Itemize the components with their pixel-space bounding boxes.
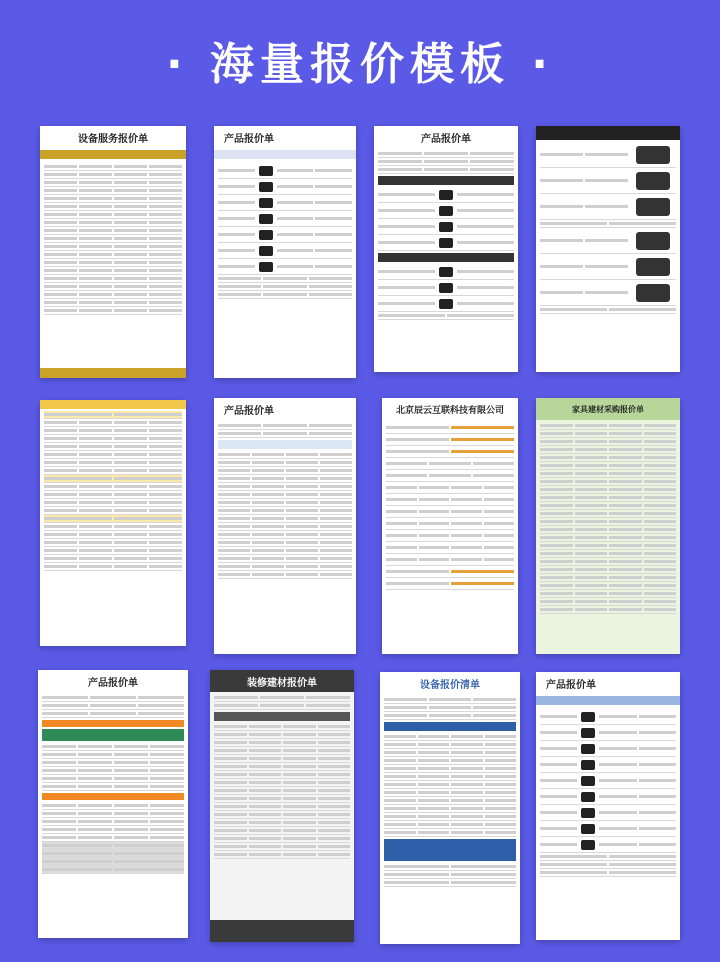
sofa-icon — [636, 146, 670, 164]
tshirt-icon — [581, 712, 595, 722]
table-rows — [536, 420, 680, 616]
card-title: 北京辰云互联科技有限公司 — [395, 405, 504, 416]
template-card-2[interactable] — [214, 126, 356, 378]
template-card-3[interactable] — [374, 126, 518, 372]
template-card-6[interactable] — [214, 398, 356, 654]
tshirt-icon — [259, 198, 273, 208]
sofa-icon — [636, 172, 670, 190]
card-title: 设备报价清单 — [420, 679, 480, 691]
template-card-1[interactable] — [40, 126, 186, 378]
card-title: 家具建材采购报价单 — [536, 398, 680, 420]
tshirt-icon — [581, 840, 595, 850]
tshirt-icon — [439, 190, 453, 200]
tshirt-icon — [581, 808, 595, 818]
tshirt-icon — [439, 206, 453, 216]
tshirt-icon — [581, 824, 595, 834]
header-band — [536, 126, 680, 140]
template-card-11[interactable] — [380, 672, 520, 944]
sofa-icon — [636, 258, 670, 276]
table-rows — [382, 420, 518, 592]
template-card-9[interactable] — [38, 670, 188, 938]
tshirt-icon — [581, 744, 595, 754]
header-band — [40, 400, 186, 409]
card-title: 产品报价单 — [88, 677, 138, 689]
table-rows — [40, 161, 186, 317]
tshirt-icon — [581, 760, 595, 770]
template-card-4[interactable] — [536, 126, 680, 372]
table-rows — [214, 161, 356, 301]
tshirt-icon — [259, 230, 273, 240]
table-rows — [38, 692, 188, 876]
tshirt-icon — [259, 246, 273, 256]
tshirt-icon — [439, 299, 453, 309]
tshirt-icon — [259, 214, 273, 224]
card-title: 设备服务报价单 — [78, 133, 148, 145]
sofa-icon — [636, 198, 670, 216]
table-rows — [210, 692, 354, 861]
card-title: 产品报价单 — [421, 133, 471, 145]
tshirt-icon — [581, 776, 595, 786]
tshirt-icon — [439, 267, 453, 277]
tshirt-icon — [259, 262, 273, 272]
header-band — [214, 150, 356, 159]
tshirt-icon — [439, 222, 453, 232]
table-rows — [536, 707, 680, 879]
template-card-7[interactable] — [382, 398, 518, 654]
page-title: · 海量报价模板 · — [165, 39, 555, 90]
template-card-12[interactable] — [536, 672, 680, 940]
header-band — [536, 696, 680, 705]
card-title: 产品报价单 — [224, 133, 274, 145]
template-card-8[interactable] — [536, 398, 680, 654]
tshirt-icon — [439, 238, 453, 248]
table-rows — [374, 148, 518, 322]
sofa-icon — [636, 232, 670, 250]
tshirt-icon — [259, 166, 273, 176]
tshirt-icon — [581, 728, 595, 738]
table-rows — [380, 694, 520, 889]
table-rows — [214, 420, 356, 581]
header-band — [40, 150, 186, 159]
table-rows — [40, 409, 186, 573]
card-title: 产品报价单 — [546, 679, 596, 691]
footer-bar — [210, 920, 354, 942]
template-card-10[interactable] — [210, 670, 354, 942]
card-title: 产品报价单 — [224, 405, 274, 417]
template-card-5[interactable] — [40, 400, 186, 646]
card-title: 装修建材报价单 — [210, 670, 354, 692]
tshirt-icon — [581, 792, 595, 802]
footer-bar — [40, 368, 186, 378]
tshirt-icon — [259, 182, 273, 192]
tshirt-icon — [439, 283, 453, 293]
sofa-icon — [636, 284, 670, 302]
table-rows — [536, 140, 680, 316]
